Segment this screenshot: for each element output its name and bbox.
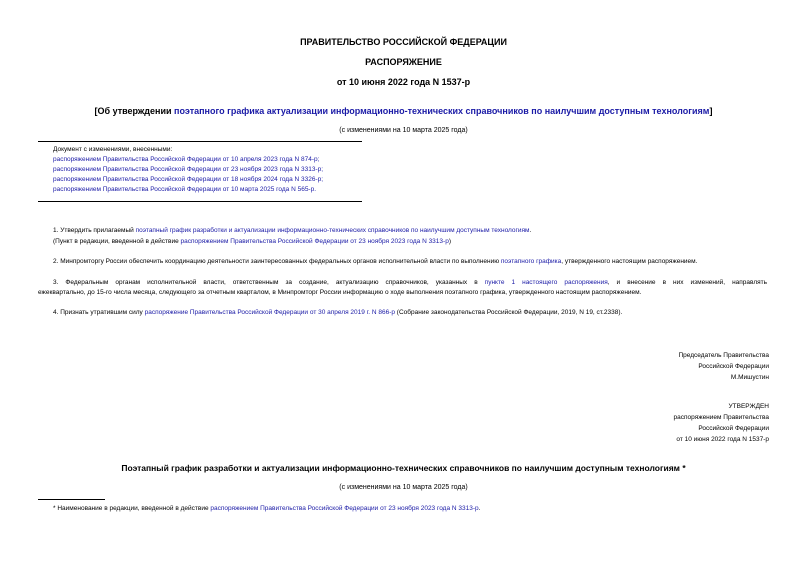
change-link[interactable]: распоряжением Правительства Российской Федерации от 10 апреля 2023 года N 874-р; (53, 156, 320, 163)
approval-line-2: распоряжением Правительства (673, 414, 769, 421)
title-link[interactable]: поэтапного графика актуализации информационно-технических справочников по наилучшим доступным технологиям (174, 106, 710, 116)
p4-text-end: (Собрание законодательства Российской Федерации, 2019, N 19, ст.2338). (395, 309, 623, 316)
p1-note-end: ) (448, 238, 451, 245)
signature-position: Председатель Правительства (678, 352, 769, 359)
p2-schedule-link[interactable]: поэтапного графика (500, 258, 562, 265)
p1-text-end: . (529, 227, 532, 234)
signature-name: М.Мишустин (730, 374, 769, 381)
footnote-link[interactable]: распоряжением Правительства Российской Федерации от 23 ноября 2023 года N 3313-р (210, 505, 479, 512)
p1-note-link[interactable]: распоряжением Правительства Российской Федерации от 23 ноября 2023 года N 3313-р (180, 238, 449, 245)
p3-text-end: , и внесение в них изменений, направлять (607, 279, 768, 286)
document-type: РАСПОРЯЖЕНИЕ (365, 57, 442, 67)
change-link[interactable]: распоряжением Правительства Российской Федерации от 23 ноября 2023 года N 3313-р; (53, 166, 324, 173)
approval-block (674, 401, 769, 445)
signature-country: Российской Федерации (698, 363, 769, 370)
paragraph-2 (53, 257, 697, 266)
p4-repealed-link[interactable]: распоряжение Правительства Российской Федерации от 30 апреля 2019 г. N 866-р (144, 309, 395, 316)
paragraph-4 (53, 308, 622, 317)
schedule-revision-note: (с изменениями на 10 марта 2025 года) (339, 484, 468, 491)
revision-note: (с изменениями на 10 марта 2025 года) (339, 127, 468, 134)
p1-note-text: (Пункт в редакции, введенной в действие (53, 238, 181, 245)
p3-clause-link[interactable]: пункте 1 настоящего распоряжения (484, 279, 608, 286)
change-link[interactable]: распоряжением Правительства Российской Федерации от 10 марта 2025 года N 565-р. (53, 186, 317, 193)
title-prefix: [Об утверждении (94, 106, 175, 116)
p4-text: 4. Признать утратившим силу (53, 309, 145, 316)
footnote-end: . (478, 505, 481, 512)
paragraph-1 (53, 226, 531, 235)
changes-intro: Документ с изменениями, внесенными: (53, 146, 173, 153)
paragraph-1-note (53, 237, 451, 246)
document-title (0, 106, 807, 116)
approval-heading: УТВЕРЖДЕН (728, 403, 769, 410)
changes-bottom-divider (38, 201, 362, 202)
paragraph-3-line-2: ежеквартально, до 15-го числа месяца, следующего за отчетным кварталом, в Минпромторг России информацию о ходе выполнения поэтапного графика, утвержденного настоящим распоряжением. (38, 289, 642, 296)
title-suffix: ] (709, 106, 713, 116)
document-date: от 10 июня 2022 года N 1537-р (336, 77, 471, 87)
approval-date: от 10 июня 2022 года N 1537-р (676, 436, 769, 443)
changes-top-divider (38, 141, 362, 142)
footnote (53, 504, 480, 513)
paragraph-3-line-1 (53, 278, 767, 287)
signature-block (678, 350, 769, 383)
schedule-title: Поэтапный график разработки и актуализации информационно-технических справочников по наилучшим доступным технологиям * (121, 463, 686, 473)
p2-text-end: , утвержденного настоящим распоряжением. (561, 258, 698, 265)
footnote-divider (38, 499, 105, 500)
p3-text: 3. Федеральным органам исполнительной власти, ответственным за создание, актуализацию справочников, указанных в (53, 279, 485, 286)
p1-text: 1. Утвердить прилагаемый (53, 227, 136, 234)
p1-schedule-link[interactable]: поэтапный график разработки и актуализации информационно-технических справочников по наилучшим доступным технологиям (135, 227, 530, 234)
footnote-text: * Наименование в редакции, введенной в действие (53, 505, 211, 512)
approval-line-3: Российской Федерации (698, 425, 769, 432)
change-link[interactable]: распоряжением Правительства Российской Федерации от 18 ноября 2024 года N 3326-р; (53, 176, 324, 183)
p2-text: 2. Минпромторгу России обеспечить координацию деятельности заинтересованных федеральных органов исполнительной власти по выполнению (53, 258, 501, 265)
government-header: ПРАВИТЕЛЬСТВО РОССИЙСКОЙ ФЕДЕРАЦИИ (300, 37, 507, 47)
